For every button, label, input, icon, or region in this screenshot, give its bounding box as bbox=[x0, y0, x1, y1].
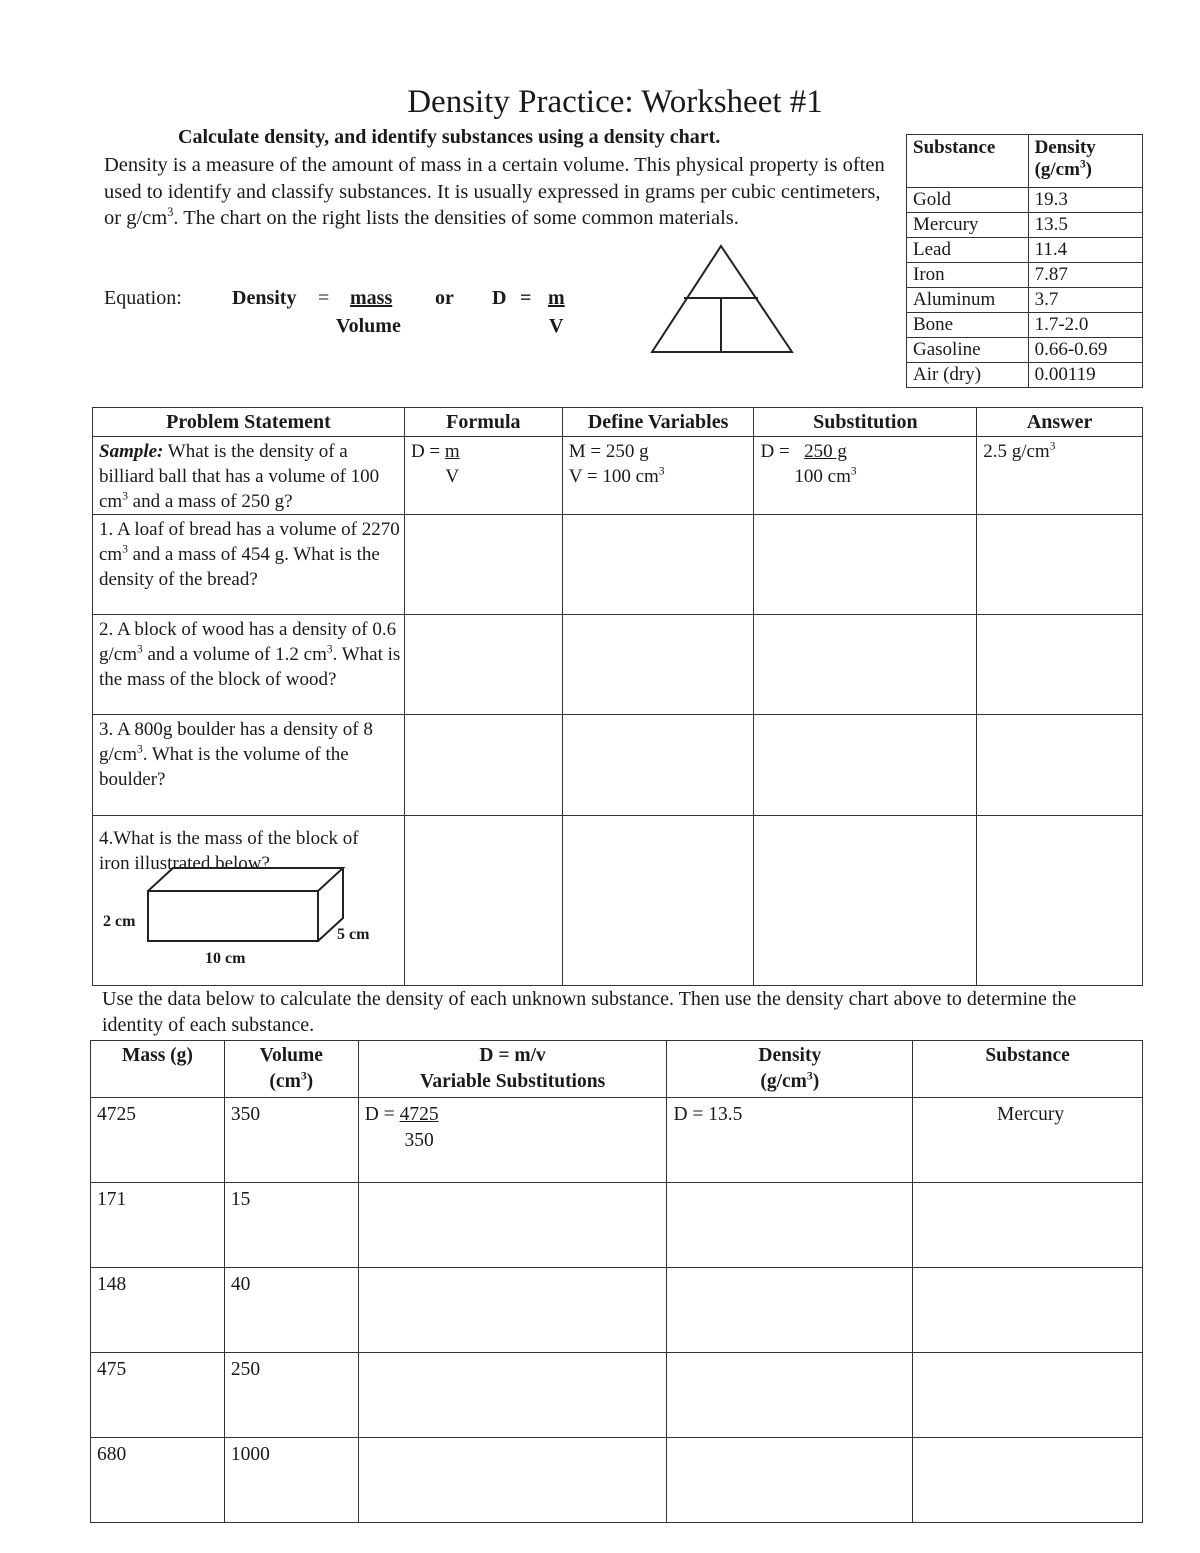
variables-answer-cell[interactable] bbox=[562, 816, 754, 986]
equation-mass: mass bbox=[350, 287, 393, 309]
mass-cell: 475 bbox=[91, 1353, 225, 1438]
density-cell: 3.7 bbox=[1028, 288, 1142, 313]
header-problem-statement: Problem Statement bbox=[93, 408, 405, 437]
substitution-answer-cell[interactable] bbox=[754, 816, 977, 986]
substance-answer-cell[interactable] bbox=[913, 1353, 1143, 1438]
unknown-row bbox=[91, 1353, 1143, 1438]
substance-cell: Aluminum bbox=[907, 288, 1029, 313]
density-cell: 19.3 bbox=[1028, 188, 1142, 213]
header-formula: D = m/v Variable Substitutions bbox=[358, 1041, 667, 1098]
substance-answer-cell[interactable] bbox=[913, 1268, 1143, 1353]
problem-3-statement: 3. A 800g boulder has a density of 8 $g/cm^3$. What is the volume of the boulder? bbox=[93, 715, 405, 816]
unknowns-table bbox=[90, 1040, 1143, 1523]
block-depth-label: 5 cm bbox=[337, 926, 370, 943]
density-answer-cell[interactable] bbox=[667, 1438, 913, 1523]
problem-1-statement: 1. A loaf of bread has a volume of 2270 $cm^3$ and a mass of 454 g. What is the density of the bread? bbox=[93, 515, 405, 615]
substitution-cell: $D = \frac{4725}{350}$ bbox=[358, 1098, 667, 1183]
equation-m: m bbox=[548, 287, 565, 309]
header-substitution: Substitution bbox=[754, 408, 977, 437]
variables-answer-cell[interactable] bbox=[562, 515, 754, 615]
density-triangle-diagram bbox=[648, 242, 796, 356]
mass-cell: 680 bbox=[91, 1438, 225, 1523]
substance-cell: Bone bbox=[907, 313, 1029, 338]
header-mass: Mass (g) bbox=[91, 1041, 225, 1098]
equation-or: or bbox=[435, 287, 454, 309]
intro-paragraph: Density is a measure of the amount of mass in a certain volume. This physical property is often used to identify and classify substances. It is usually expressed in grams per cubic centimeters, or $g/cm^3$. The chart on the right lists the densities of some common materials. bbox=[104, 154, 885, 229]
formula-answer-cell[interactable] bbox=[404, 615, 562, 715]
substance-cell: Gold bbox=[907, 188, 1029, 213]
substance-cell: Gasoline bbox=[907, 338, 1029, 363]
density-cell: 0.66-0.69 bbox=[1028, 338, 1142, 363]
formula-answer-cell[interactable] bbox=[404, 816, 562, 986]
volume-cell: 1000 bbox=[224, 1438, 358, 1523]
problem-row bbox=[93, 816, 1143, 986]
answer-cell[interactable] bbox=[977, 715, 1143, 816]
variables-answer-cell[interactable] bbox=[562, 715, 754, 816]
subtitle: Calculate density, and identify substances using a density chart. bbox=[178, 126, 721, 148]
substitution-answer-cell[interactable] bbox=[754, 615, 977, 715]
substance-cell: Mercury bbox=[907, 213, 1029, 238]
density-result-cell: D = 13.5 bbox=[667, 1098, 913, 1183]
header-define-variables: Define Variables bbox=[562, 408, 754, 437]
density-chart-row bbox=[907, 263, 1143, 288]
formula-answer-cell[interactable] bbox=[404, 515, 562, 615]
sample-problem-row bbox=[93, 437, 1143, 515]
block-height-label: 2 cm bbox=[103, 913, 136, 930]
sample-unknown-row bbox=[91, 1098, 1143, 1183]
header-density: Density $(g/cm^3)$ bbox=[667, 1041, 913, 1098]
substitution-answer-cell[interactable] bbox=[358, 1353, 667, 1438]
header-substance: Substance bbox=[913, 1041, 1143, 1098]
unknowns-instructions: Use the data below to calculate the density of each unknown substance. Then use the density chart above to determine the identity of each substance. bbox=[102, 988, 1077, 1036]
equation-v: V bbox=[549, 315, 564, 337]
density-cell: 0.00119 bbox=[1028, 363, 1142, 388]
equation-d: D bbox=[492, 287, 507, 309]
substitution-answer-cell[interactable] bbox=[358, 1268, 667, 1353]
problem-row bbox=[93, 715, 1143, 816]
answer-cell[interactable] bbox=[977, 515, 1143, 615]
substance-cell: Lead bbox=[907, 238, 1029, 263]
unknown-row bbox=[91, 1268, 1143, 1353]
formula-answer-cell[interactable] bbox=[404, 715, 562, 816]
equation-label: Equation: bbox=[104, 287, 182, 309]
substance-answer-cell[interactable] bbox=[913, 1183, 1143, 1268]
substitution-answer-cell[interactable] bbox=[358, 1438, 667, 1523]
iron-block-diagram bbox=[143, 866, 353, 946]
problems-table bbox=[92, 407, 1143, 986]
density-chart bbox=[906, 134, 1143, 388]
density-cell: 11.4 bbox=[1028, 238, 1142, 263]
answer-cell[interactable] bbox=[977, 816, 1143, 986]
density-chart-row bbox=[907, 188, 1143, 213]
unknown-row bbox=[91, 1438, 1143, 1523]
substitution-answer-cell[interactable] bbox=[754, 715, 977, 816]
page-title: Density Practice: Worksheet #1 bbox=[407, 84, 823, 120]
header-answer: Answer bbox=[977, 408, 1143, 437]
problem-4-text: 4.What is the mass of the block of iron illustrated below? bbox=[99, 828, 359, 874]
equation-equals-2: = bbox=[520, 287, 532, 309]
sample-problem-statement: Sample: What is the density of a billiard ball that has a volume of 100 $cm^3$ and a mass of 250 g? bbox=[93, 437, 405, 515]
density-cell: 1.7-2.0 bbox=[1028, 313, 1142, 338]
sample-answer: 2.5 $g/cm^3$ bbox=[977, 437, 1143, 515]
substance-cell: Air (dry) bbox=[907, 363, 1029, 388]
density-chart-row bbox=[907, 363, 1143, 388]
block-width-label: 10 cm bbox=[205, 950, 246, 967]
mass-cell: 148 bbox=[91, 1268, 225, 1353]
mass-cell: 171 bbox=[91, 1183, 225, 1268]
volume-cell: 250 bbox=[224, 1353, 358, 1438]
substance-result-cell: Mercury bbox=[913, 1098, 1143, 1183]
volume-cell: 40 bbox=[224, 1268, 358, 1353]
sample-formula: $D = \frac{m}{V}$ bbox=[404, 437, 562, 515]
header-volume: Volume $(cm^3)$ bbox=[224, 1041, 358, 1098]
substitution-answer-cell[interactable] bbox=[358, 1183, 667, 1268]
density-chart-row bbox=[907, 288, 1143, 313]
density-chart-header-density: Density $(g/cm^3)$ bbox=[1028, 135, 1142, 188]
substance-answer-cell[interactable] bbox=[913, 1438, 1143, 1523]
density-answer-cell[interactable] bbox=[667, 1183, 913, 1268]
unknown-row bbox=[91, 1183, 1143, 1268]
density-chart-row bbox=[907, 238, 1143, 263]
density-chart-row bbox=[907, 313, 1143, 338]
problem-2-statement: 2. A block of wood has a density of 0.6 $g/cm^3$ and a volume of 1.2 $cm^3$. What is the mass of the block of wood? bbox=[93, 615, 405, 715]
density-answer-cell[interactable] bbox=[667, 1268, 913, 1353]
volume-cell: 15 bbox=[224, 1183, 358, 1268]
equation-equals: = bbox=[318, 287, 330, 309]
volume-cell: 350 bbox=[224, 1098, 358, 1183]
sample-substitution: D = 250 g 100 $cm^3$ bbox=[754, 437, 977, 515]
equation-density-word: Density bbox=[232, 287, 297, 309]
mass-cell: 4725 bbox=[91, 1098, 225, 1183]
density-chart-row bbox=[907, 338, 1143, 363]
problem-4-statement bbox=[93, 816, 405, 986]
substitution-answer-cell[interactable] bbox=[754, 515, 977, 615]
density-cell: 13.5 bbox=[1028, 213, 1142, 238]
density-chart-header-substance: Substance bbox=[907, 135, 1029, 188]
variables-answer-cell[interactable] bbox=[562, 615, 754, 715]
header-formula: Formula bbox=[404, 408, 562, 437]
problem-row bbox=[93, 615, 1143, 715]
density-chart-row bbox=[907, 213, 1143, 238]
answer-cell[interactable] bbox=[977, 615, 1143, 715]
density-answer-cell[interactable] bbox=[667, 1353, 913, 1438]
density-cell: 7.87 bbox=[1028, 263, 1142, 288]
substance-cell: Iron bbox=[907, 263, 1029, 288]
equation-volume: Volume bbox=[336, 315, 401, 337]
problem-row bbox=[93, 515, 1143, 615]
sample-variables: M = 250 g V = 100 $cm^3$ bbox=[562, 437, 754, 515]
